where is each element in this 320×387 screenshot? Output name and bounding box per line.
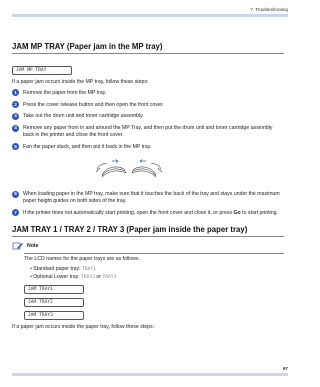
note-label: Note: [27, 242, 39, 249]
list-item: • Standard paper tray: TRAY1: [30, 266, 96, 273]
step-number-icon: 2: [12, 101, 19, 108]
note-pencil-icon: [12, 241, 24, 251]
lcd-message: JAM TRAY1: [24, 285, 84, 294]
page-content: [12, 42, 284, 335]
lcd-message: JAM TRAY3: [24, 311, 84, 320]
go-key-label: Go: [233, 209, 241, 216]
step-text: Press the cover release button and then open the front cover.: [23, 101, 164, 108]
section-title-paper-tray: JAM TRAY 1 / TRAY 2 / TRAY 3 (Paper jam inside the paper tray): [12, 225, 284, 237]
step-number-icon: 5: [12, 143, 19, 150]
step-text: Fan the paper stack, and then put it back in the MP tray.: [23, 143, 152, 150]
lcd-message: JAM MP TRAY: [12, 66, 72, 75]
step-text: Remove any paper from in and around the MP Tray, and then put the drum unit and toner cartridge assembly back in the printer and close the front cover.: [23, 125, 273, 138]
step-text: Remove the paper from the MP tray.: [23, 89, 107, 96]
outro-text: If a paper jam occurs inside the paper tray, follow these steps:: [12, 324, 155, 331]
note-divider: [24, 253, 284, 254]
section-title-mp-tray: JAM MP TRAY (Paper jam in the MP tray): [12, 42, 284, 54]
step-item: [12, 102, 284, 109]
fan-paper-illustration: [94, 157, 164, 181]
step-number-icon: 7: [12, 209, 19, 216]
footer-bar: [12, 373, 288, 376]
step-number-icon: 4: [12, 125, 19, 132]
step-item: [12, 144, 284, 151]
step-text: If the printer does not automatically start printing, open the front cover and close it, or press Go to start printing.: [23, 209, 278, 216]
step-text: When loading paper in the MP tray, make sure that it touches the back of the tray and stays under the maximum paper height guides on both sides of the tray.: [23, 191, 280, 204]
note-header: [12, 241, 284, 251]
lcd-message-list: [24, 285, 284, 320]
note-intro: The LCD names for the paper trays are as follows.: [24, 255, 140, 262]
step-text: Take out the drum unit and toner cartridge assembly.: [23, 113, 144, 120]
lcd-message: JAM TRAY2: [24, 298, 84, 307]
intro-text: If a paper jam occurs inside the MP tray, follow these steps:: [12, 79, 149, 85]
step-item: [12, 191, 284, 205]
step-number-icon: 3: [12, 113, 19, 120]
step-item: [12, 210, 284, 217]
list-item: • Optional Lower tray: TRAY2 or TRAY3: [30, 274, 117, 281]
step-item: [12, 113, 284, 120]
step-number-icon: 1: [12, 89, 19, 96]
step-number-icon: 6: [12, 191, 19, 198]
step-item: [12, 125, 284, 139]
step-item: [12, 90, 284, 97]
header-bar: [12, 14, 288, 17]
chapter-header: 7. Troubleshooting: [250, 7, 288, 12]
page-number: 97: [282, 366, 288, 371]
step-list: [12, 90, 284, 217]
